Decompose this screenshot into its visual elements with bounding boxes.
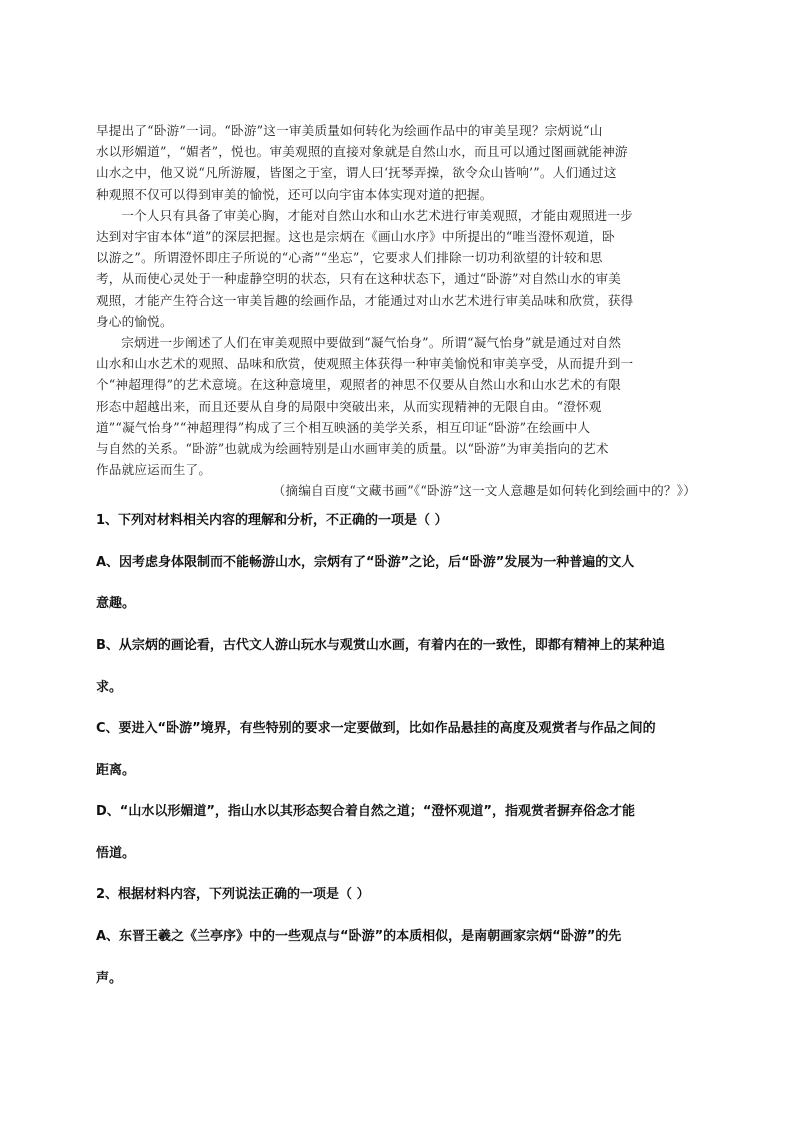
question-1-option-a-continued: 意趣。 — [96, 596, 136, 611]
passage-line: 种观照不仅可以得到审美的愉悦，还可以向宇宙本体实现对道的把握。 — [96, 186, 493, 202]
question-2-option-a-continued: 声。 — [96, 971, 123, 986]
passage-paragraph-1 — [96, 120, 696, 205]
passage-line: 个“神超理得”的艺术意境。在这种意境里，观照者的神思不仅要从自然山水和山水艺术的有限 — [96, 377, 622, 393]
question-1-option-b-continued: 求。 — [96, 680, 123, 695]
passage-paragraph-2 — [96, 205, 696, 332]
passage-line: 宗炳进一步阐述了人们在审美观照中要做到“凝气怡身”。所谓“凝气怡身”就是通过对自然 — [121, 335, 622, 351]
passage-line: 作品就应运而生了。 — [96, 462, 212, 478]
question-1-option-a: A、因考虑身体限制而不能畅游山水，宗炳有了“卧游”之论，后“卧游”发展为一种普遍的文人 — [96, 555, 635, 570]
passage-line: 一个人只有具备了审美心胸，才能对自然山水和山水艺术进行审美观照，才能由观照进一步 — [121, 207, 633, 223]
passage-line: 早提出了“卧游”一词。“卧游”这一审美质量如何转化为绘画作品中的审美呈现？宗炳说“山 — [96, 123, 603, 138]
passage-line: 山水之中，他又说“凡所游履，皆图之于室，谓人曰‘抚琴弄操，欲令众山皆响’”。人们通过这 — [96, 165, 617, 181]
passage-paragraph-3 — [96, 332, 696, 480]
passage-line: 考，从而使心灵处于一种虚静空明的状态，只有在这种状态下，通过“卧游”对自然山水的审美 — [96, 271, 622, 287]
source-citation: （摘编自百度“文藏书画”《“卧游”这一文人意趣是如何转化到绘画中的？》） — [272, 483, 696, 499]
passage-line: 与自然的关系。“卧游”也就成为绘画特别是山水画审美的质量。以“卧游”为审美指向的艺术 — [96, 441, 609, 457]
passage-line: 水以形媚道”，“媚者”，悦也。审美观照的直接对象就是自然山水，而且可以通过图画就能神游 — [96, 144, 628, 160]
passage-line: 身心的愉悦。 — [96, 313, 173, 329]
passage-line: 达到对宇宙本体“道”的深层把握。这也是宗炳在《画山水序》中所提出的“唯当澄怀观道，卧 — [96, 229, 615, 245]
passage-line: 道”“凝气怡身”“神超理得”构成了三个相互映涵的美学关系，相互印证“卧游”在绘画中人 — [96, 419, 591, 435]
passage-line: 以游之”。所谓澄怀即庄子所说的“心斋”“坐忘”，它要求人们排除一切功利欲望的计较和思 — [96, 250, 603, 266]
reading-passage — [96, 120, 696, 502]
question-1-option-d-continued: 悟道。 — [96, 846, 136, 861]
question-1-option-c-continued: 距离。 — [96, 763, 136, 778]
question-1-stem: 1、下列对材料相关内容的理解和分析，不正确的一项是（ ） — [96, 513, 448, 528]
passage-line: 形态中超越出来，而且还要从自身的局限中突破出来，从而实现精神的无限自由。“澄怀观 — [96, 398, 602, 414]
question-2-stem: 2、根据材料内容，下列说法正确的一项是（ ） — [96, 887, 370, 902]
question-1-option-b: B、从宗炳的画论看，古代文人游山玩水与观赏山水画，有着内在的一致性，即都有精神上的某种追 — [96, 638, 665, 653]
question-1-option-c: C、要进入“卧游”境界，有些特别的要求一定要做到，比如作品悬挂的高度及观赏者与作品之间的 — [96, 721, 656, 736]
question-2-option-a: A、东晋王羲之《兰亭序》中的一些观点与“卧游”的本质相似，是南朝画家宗炳“卧游”的先 — [96, 929, 622, 944]
question-1-option-d: D、“山水以形媚道”，指山水以其形态契合着自然之道；“澄怀观道”，指观赏者摒弃俗念才能 — [96, 804, 635, 819]
passage-line: 山水和山水艺术的观照、品味和欣赏，使观照主体获得一种审美愉悦和审美享受，从而提升到一 — [96, 356, 634, 372]
passage-line: 观照，才能产生符合这一审美旨趣的绘画作品，才能通过对山水艺术进行审美品味和欣赏，获得 — [96, 292, 634, 308]
